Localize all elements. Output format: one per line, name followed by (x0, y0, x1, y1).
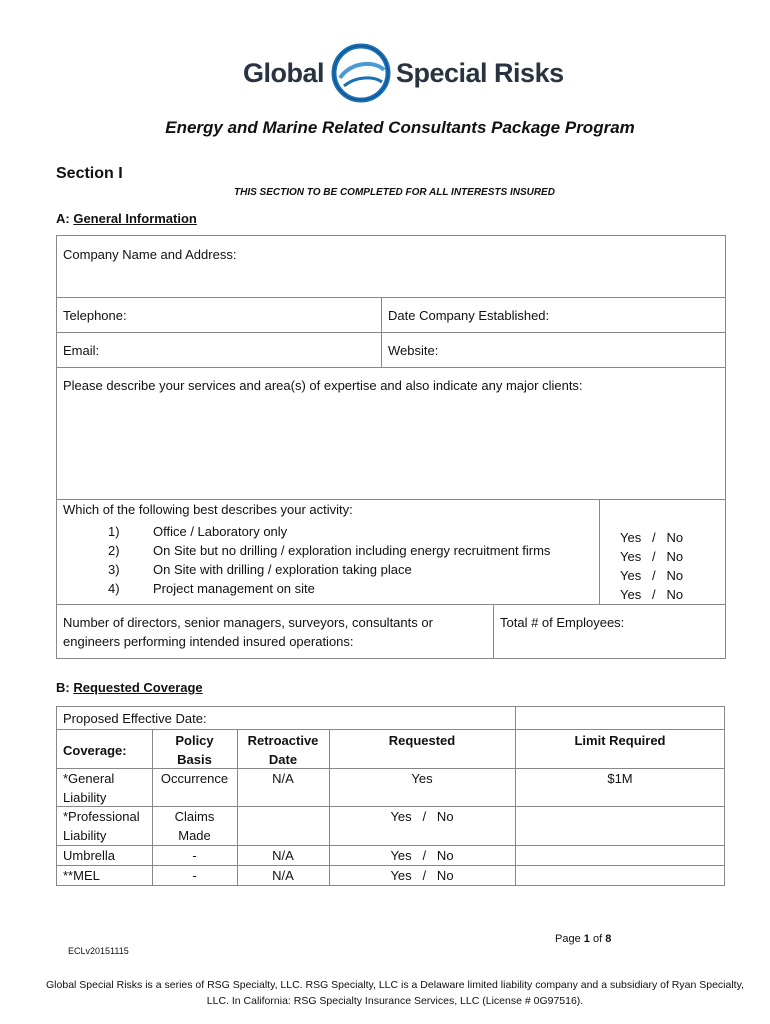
page-current: 1 (583, 933, 590, 945)
page-total: 8 (605, 933, 612, 945)
section-heading: Section I (56, 165, 123, 182)
activity-answer[interactable]: Yes / No (620, 568, 684, 583)
logo-text-special-risks: Special Risks (396, 58, 564, 88)
policy-basis-cell: - (192, 848, 197, 863)
activity-answer[interactable]: Yes / No (620, 587, 684, 602)
page-of: of (592, 933, 603, 945)
email-field[interactable]: Email: (63, 343, 100, 358)
activity-answer[interactable]: Yes / No (620, 530, 684, 545)
activity-number: 4) (108, 581, 120, 596)
document-title: Energy and Marine Related Consultants Package Program (165, 118, 635, 137)
footer-disclaimer: Global Special Risks is a series of RSG Specialty, LLC. RSG Specialty, LLC is a Delaware limited liability company and a subsidiary of Ryan Specialty, LLC. In California: RSG Specialty Insurance Services, LLC (License # 0G97516). (46, 979, 744, 1007)
coverage-name: Liability (63, 790, 107, 805)
company-name-field[interactable]: Company Name and Address: (63, 247, 237, 262)
section-note: THIS SECTION TO BE COMPLETED FOR ALL INTERESTS INSURED (234, 187, 555, 198)
requested-cell[interactable]: Yes / No (390, 868, 454, 883)
effective-date-field[interactable]: Proposed Effective Date: (63, 711, 207, 726)
heading-text: Requested Coverage (73, 680, 203, 695)
retro-date-cell: N/A (272, 868, 294, 883)
coverage-header: Coverage: (63, 743, 127, 758)
activity-option: Office / Laboratory only (153, 524, 288, 539)
employees-field[interactable]: Total # of Employees: (500, 615, 625, 630)
services-field[interactable]: Please describe your services and area(s) of expertise and also indicate any major clients: (63, 378, 583, 393)
heading-text: General Information (73, 211, 197, 226)
activity-number: 1) (108, 524, 120, 539)
logo-text-global: Global (243, 58, 325, 88)
date-established-field[interactable]: Date Company Established: (388, 308, 550, 323)
requested-cell[interactable]: Yes / No (390, 809, 454, 824)
requested-coverage-heading (56, 680, 203, 695)
coverage-name: Umbrella (63, 848, 116, 863)
policy-basis-cell: Claims (174, 809, 215, 824)
retro-date-cell: N/A (272, 848, 294, 863)
heading-prefix: A: (56, 211, 70, 226)
requested-header: Requested (388, 733, 456, 748)
directors-label[interactable]: engineers performing intended insured operations: (63, 634, 354, 649)
limit-header: Limit Required (574, 733, 666, 748)
directors-label: Number of directors, senior managers, surveyors, consultants or (63, 615, 433, 630)
page-label: Page (555, 933, 581, 945)
activity-number: 3) (108, 562, 120, 577)
policy-basis-cell: - (192, 868, 197, 883)
form-code: ECLv20151115 (68, 946, 129, 956)
coverage-name: Liability (63, 828, 107, 843)
coverage-name: *General (63, 771, 115, 786)
telephone-field[interactable]: Telephone: (63, 308, 127, 323)
general-info-heading (56, 211, 197, 226)
heading-prefix: B: (56, 680, 70, 695)
policy-basis-header: Basis (177, 752, 212, 767)
activity-answer[interactable]: Yes / No (620, 549, 684, 564)
coverage-name: **MEL (63, 868, 100, 883)
activity-number: 2) (108, 543, 120, 558)
limit-cell[interactable]: $1M (607, 771, 633, 786)
retro-date-header: Date (268, 752, 298, 767)
activity-option: On Site but no drilling / exploration including energy recruitment firms (153, 543, 551, 558)
policy-basis-cell: Occurrence (160, 771, 229, 786)
policy-basis-cell: Made (178, 828, 211, 843)
page-number (555, 933, 611, 945)
coverage-name: *Professional (63, 809, 140, 824)
policy-basis-header: Policy (175, 733, 214, 748)
retro-date-cell: N/A (272, 771, 294, 786)
activity-option: On Site with drilling / exploration taking place (153, 562, 412, 577)
requested-cell[interactable]: Yes / No (390, 848, 454, 863)
requested-cell[interactable]: Yes (411, 771, 433, 786)
globe-swirl-icon (330, 42, 392, 104)
retro-date-header: Retroactive (247, 733, 319, 748)
activity-question: Which of the following best describes your activity: (63, 502, 353, 517)
website-field[interactable]: Website: (388, 343, 439, 358)
activity-option: Project management on site (153, 581, 315, 596)
